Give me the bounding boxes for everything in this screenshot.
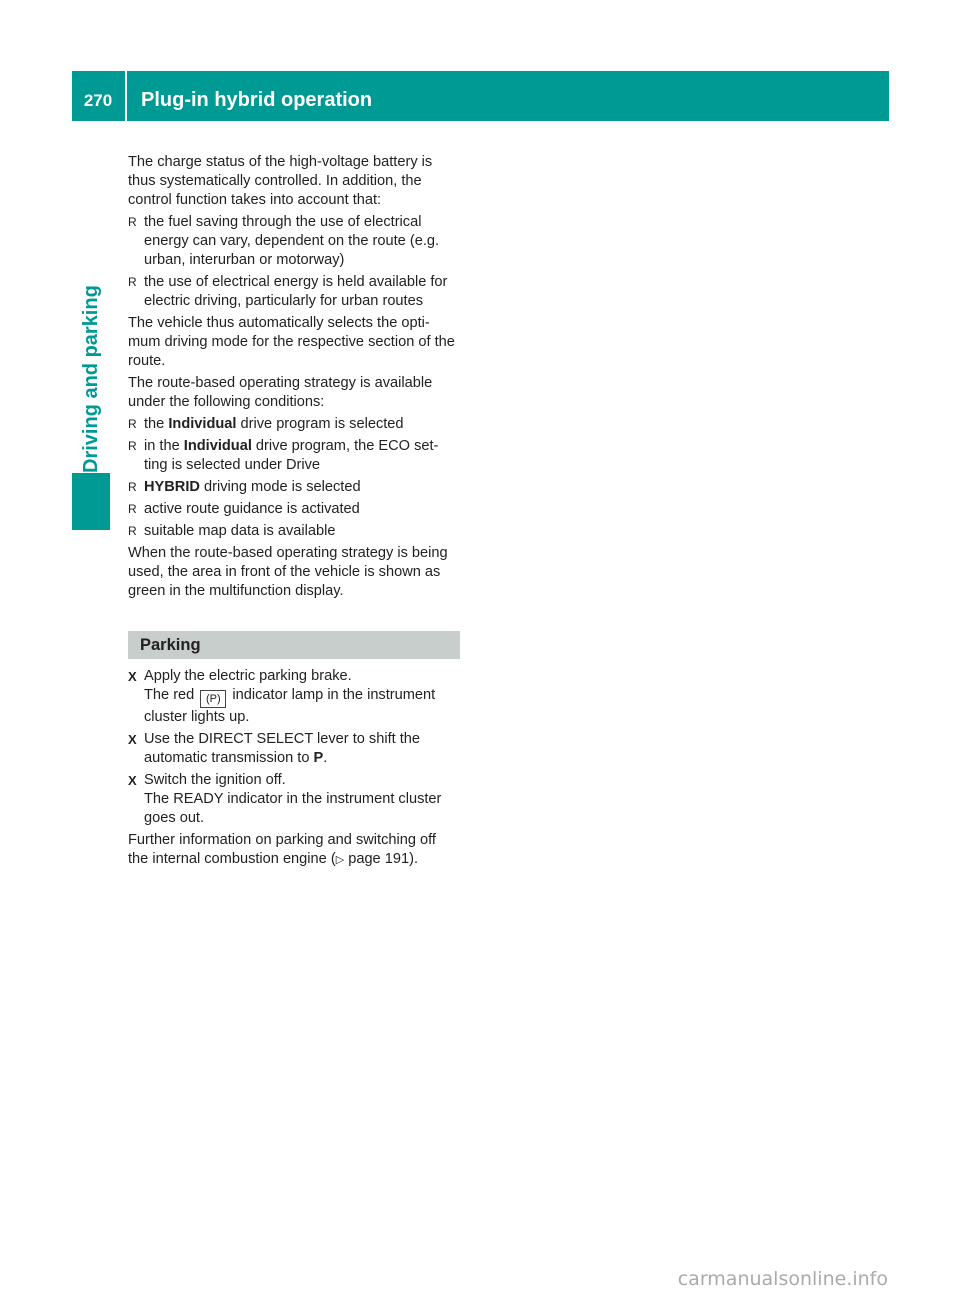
condition-item: R in the Individual drive program, the ECO set- ting is selected under Drive bbox=[128, 438, 439, 473]
step-result: The READY indicator in the instrument cluster goes out. bbox=[144, 791, 442, 826]
intro-paragraph: The charge status of the high-voltage battery is thus systematically controlled. In addition, the control function takes into account that: bbox=[128, 154, 433, 208]
main-content bbox=[128, 153, 460, 873]
paragraph: The route-based operating strategy is available under the following conditions: bbox=[128, 375, 433, 410]
instruction-step: X Apply the electric parking brake. The red (P) indicator lamp in the instrument cluster lights up. bbox=[128, 667, 460, 727]
header-divider bbox=[125, 71, 127, 121]
step-arrow-icon: X bbox=[128, 773, 137, 788]
paragraph: When the route-based operating strategy is being used, the area in front of the vehicle is shown as green in the multifunction display. bbox=[128, 545, 448, 599]
program-name: Individual bbox=[183, 438, 252, 454]
bullet-icon: R bbox=[128, 480, 137, 494]
bullet-icon: R bbox=[128, 215, 137, 229]
parking-brake-icon: (P) bbox=[200, 690, 226, 708]
watermark: carmanualsonline.info bbox=[677, 1268, 888, 1290]
step-arrow-icon: X bbox=[128, 732, 137, 747]
bullet-icon: R bbox=[128, 275, 137, 289]
mode-name: HYBRID bbox=[144, 479, 200, 495]
page-reference-icon: ▷ bbox=[335, 854, 345, 866]
list-item bbox=[128, 273, 460, 311]
step-result: The red (P) indicator lamp in the instrument cluster lights up. bbox=[144, 687, 436, 725]
bullet-icon: R bbox=[128, 417, 137, 431]
step-arrow-icon: X bbox=[128, 669, 137, 684]
program-name: Individual bbox=[168, 416, 237, 432]
page-number: 270 bbox=[83, 91, 113, 110]
list-item bbox=[128, 213, 460, 270]
gear-position: P bbox=[313, 750, 324, 766]
section-heading-parking: Parking bbox=[128, 631, 460, 659]
page-reference-link[interactable]: page 191). bbox=[344, 851, 418, 867]
bullet-icon: R bbox=[128, 502, 137, 516]
list-item-text: the use of electrical energy is held available for electric driving, particularly for urban routes bbox=[144, 274, 448, 309]
instruction-step: X Switch the ignition off. The READY indicator in the instrument cluster goes out. bbox=[128, 771, 460, 828]
side-tab-marker bbox=[72, 473, 110, 530]
condition-item: R the Individual drive program is selected bbox=[128, 416, 404, 432]
paragraph: The vehicle thus automatically selects the opti- mum driving mode for the respective section of the route. bbox=[128, 315, 455, 369]
bullet-icon: R bbox=[128, 439, 137, 453]
bullet-icon: R bbox=[128, 524, 137, 538]
list-item-text: the fuel saving through the use of electrical energy can vary, dependent on the route (e.g. urban, interurban or motorway) bbox=[144, 214, 440, 268]
page-title: Plug-in hybrid operation bbox=[141, 89, 373, 111]
instruction-step: X Use the DIRECT SELECT lever to shift the automatic transmission to P. bbox=[128, 731, 421, 766]
side-tab-label: Driving and parking bbox=[80, 285, 102, 473]
condition-item: R active route guidance is activated bbox=[128, 501, 360, 517]
condition-item: R suitable map data is available bbox=[128, 523, 336, 539]
condition-item: R HYBRID driving mode is selected bbox=[128, 479, 361, 495]
further-info: Further information on parking and switching off the internal combustion engine (▷ page 191). bbox=[128, 832, 436, 867]
